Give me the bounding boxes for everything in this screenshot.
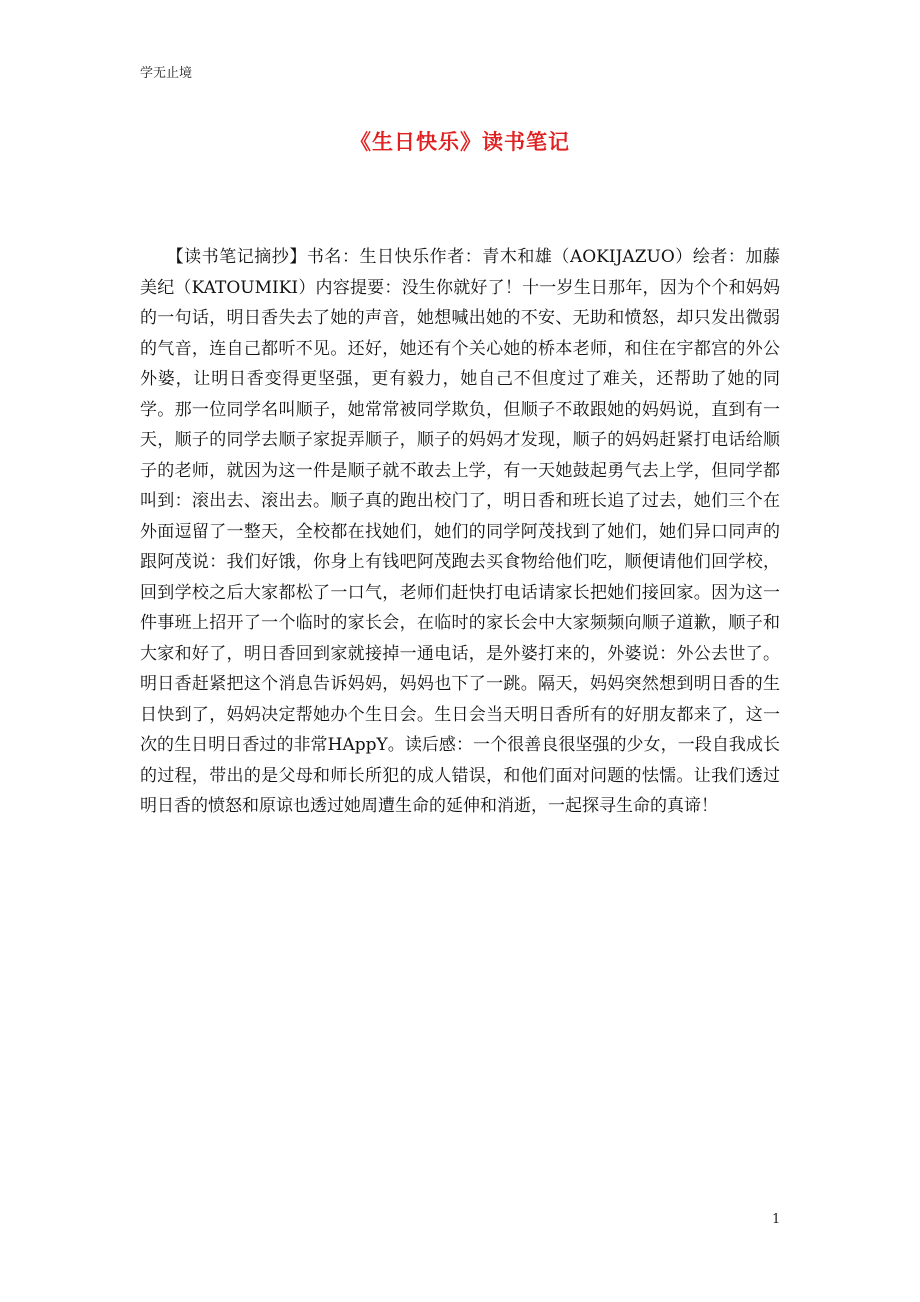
- document-title: 《生日快乐》读书笔记: [350, 129, 570, 154]
- document-body: 【读书笔记摘抄】书名：生日快乐作者：青木和雄（AOKIJAZUO）绘者：加藤美纪（KATOUMIKI）内容提要：没生你就好了！十一岁生日那年，因为个个和妈妈的一句话，明日香失去了她的声音，她想喊出她的不安、无助和愤怒，却只发出微弱的气音，连自己都听不见。还好，她还有个关心她的桥本老师，和住在宇都宫的外公外婆，让明日香变得更坚强，更有毅力，她自己不但度过了难关，还帮助了她的同学。那一位同学名叫顺子，她常常被同学欺负，但顺子不敢跟她的妈妈说，直到有一天，顺子的同学去顺子家捉弄顺子，顺子的妈妈才发现，顺子的妈妈赶紧打电话给顺子的老师，就因为这一件是顺子就不敢去上学，有一天她鼓起勇气去上学，但同学都叫到：滚出去、滚出去。顺子真的跑出校门了，明日香和班长追了过去，她们三个在外面逗留了一整天，全校都在找她们，她们的同学阿茂找到了她们，她们异口同声的跟阿茂说：我们好饿，你身上有钱吧阿茂跑去买食物给他们吃，顺便请他们回学校，回到学校之后大家都松了一口气，老师们赶快打电话请家长把她们接回家。因为这一件事班上招开了一个临时的家长会，在临时的家长会中大家频频向顺子道歉，顺子和大家和好了，明日香回到家就接掉一通电话，是外婆打来的，外婆说：外公去世了。明日香赶紧把这个消息告诉妈妈，妈妈也下了一跳。隔天，妈妈突然想到明日香的生日快到了，妈妈决定帮她办个生日会。生日会当天明日香所有的好朋友都来了，这一次的生日明日香过的非常HAppY。读后感：一个很善良很坚强的少女，一段自我成长的过程，带出的是父母和师长所犯的成人错误，和他们面对问题的怯懦。让我们透过明日香的愤怒和原谅也透过她周遭生命的延伸和消逝，一起探寻生命的真谛！: [140, 247, 780, 816]
- page-header: 学无止境: [140, 66, 193, 81]
- page-number: 1: [772, 1212, 781, 1227]
